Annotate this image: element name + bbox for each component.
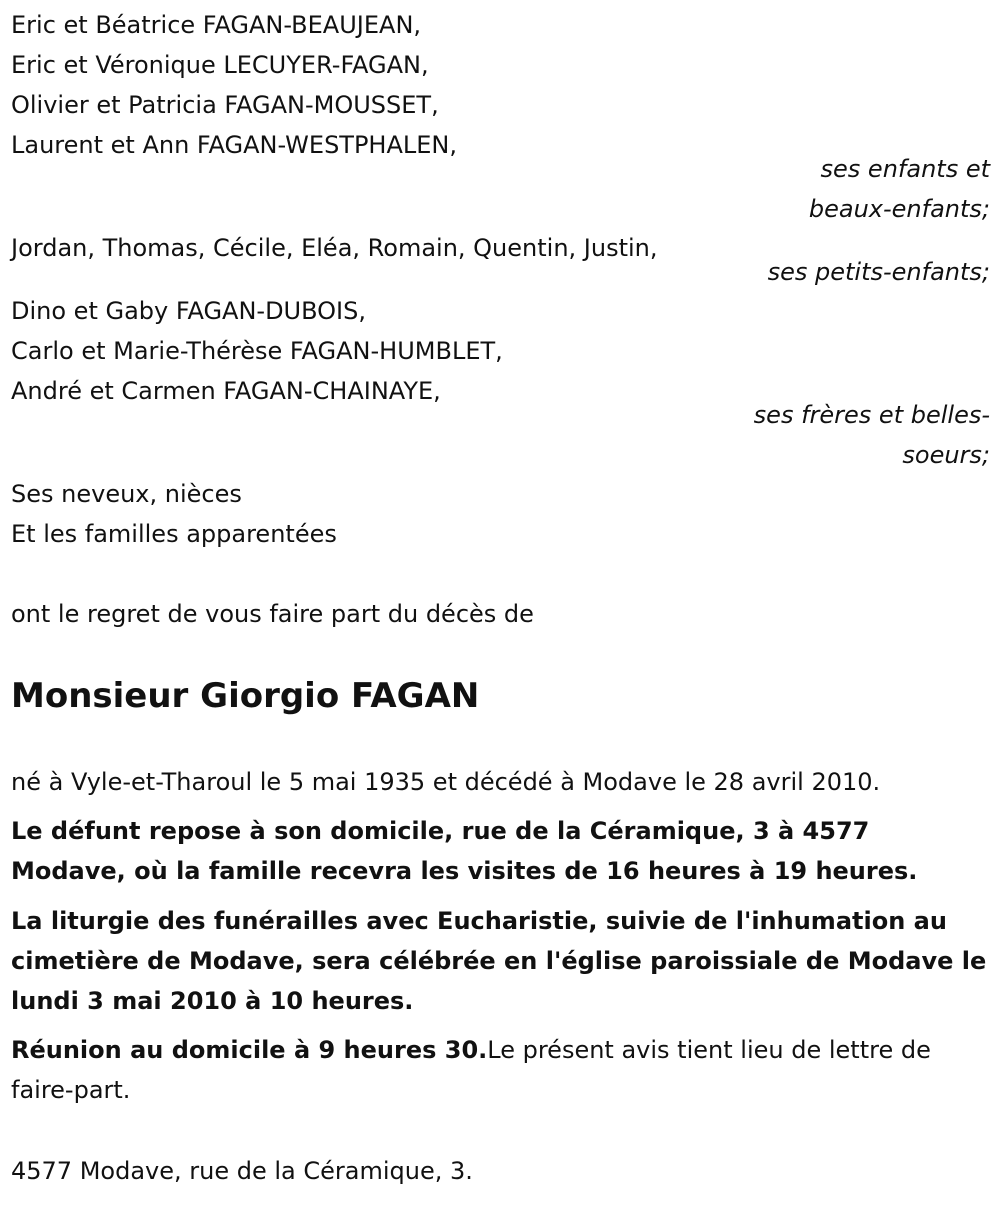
deceased-name: Monsieur Giorgio FAGAN: [11, 676, 480, 716]
sibling-line: Carlo et Marie-Thérèse FAGAN-HUMBLET,: [11, 337, 503, 365]
visitation-paragraph: Le défunt repose à son domicile, rue de la Céramique, 3 à 4577 Modave, où la famille recevra les visites de 16 heures à 19 heures.: [11, 817, 918, 885]
siblings-role-line: ses frères et belles-: [753, 401, 990, 429]
grandchildren-line: Jordan, Thomas, Cécile, Eléa, Romain, Quentin, Justin,: [11, 234, 658, 262]
sibling-line: André et Carmen FAGAN-CHAINAYE,: [11, 377, 441, 405]
meeting-bold-text: Réunion au domicile à 9 heures 30.: [11, 1036, 488, 1064]
birth-death-line: né à Vyle-et-Tharoul le 5 mai 1935 et décédé à Modave le 28 avril 2010.: [11, 768, 881, 796]
child-line: Olivier et Patricia FAGAN-MOUSSET,: [11, 91, 439, 119]
siblings-role-line: soeurs;: [902, 441, 990, 469]
address-line: 4577 Modave, rue de la Céramique, 3.: [11, 1157, 473, 1185]
others-line: Et les familles apparentées: [11, 520, 337, 548]
announcement: ont le regret de vous faire part du décès de: [11, 600, 534, 628]
grandchildren-role: ses petits-enfants;: [767, 258, 990, 286]
child-line: Eric et Béatrice FAGAN-BEAUJEAN,: [11, 11, 422, 39]
funeral-paragraph: La liturgie des funérailles avec Eucharistie, suivie de l'inhumation au cimetière de Modave, sera célébrée en l'église paroissiale de Modave le lundi 3 mai 2010 à 10 heures.: [11, 907, 987, 1015]
others-line: Ses neveux, nièces: [11, 480, 242, 508]
children-role-line: ses enfants et: [820, 155, 990, 183]
child-line: Eric et Véronique LECUYER-FAGAN,: [11, 51, 429, 79]
children-role-line: beaux-enfants;: [808, 195, 990, 223]
child-line: Laurent et Ann FAGAN-WESTPHALEN,: [11, 131, 458, 159]
sibling-line: Dino et Gaby FAGAN-DUBOIS,: [11, 297, 366, 325]
meeting-paragraph: [11, 1030, 991, 1110]
meeting-rest-text: Le présent avis tient lieu de lettre de faire-part.: [11, 1036, 931, 1104]
